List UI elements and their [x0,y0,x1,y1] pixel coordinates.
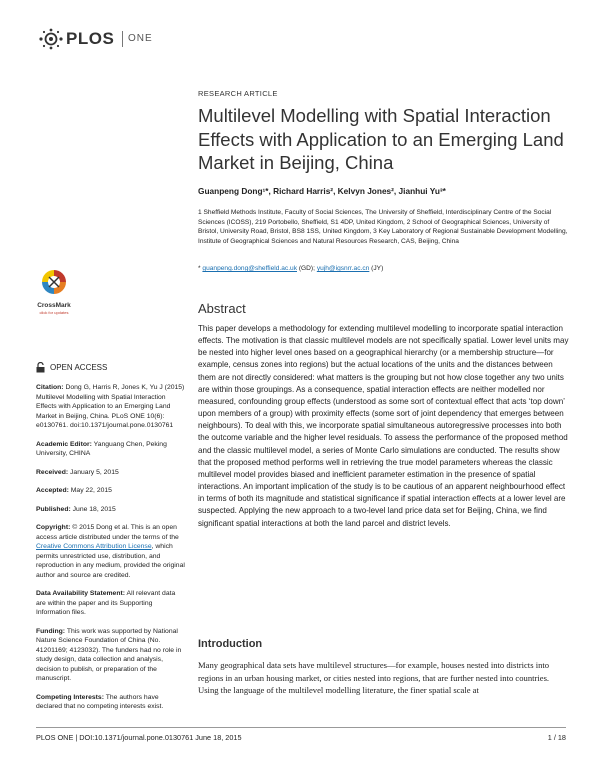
data-availability-label: Data Availability Statement: [36,590,126,597]
published-text: June 18, 2015 [72,505,116,513]
published-label: Published: [36,505,71,513]
data-availability-text: All relevant data are within the paper and its Supporting Information files. [36,590,176,616]
open-lock-icon [36,362,45,373]
editor-block [36,440,186,459]
footer-divider [36,727,566,728]
email-link-yu[interactable]: yujh@igsnrr.ac.cn [316,265,370,272]
accepted-block [36,486,186,496]
introduction-heading: Introduction [198,638,263,650]
citation-label: Citation: [36,384,64,391]
funding-block [36,627,186,684]
published-block [36,505,186,515]
citation-text: Dong G, Harris R, Jones K, Yu J (2015) Multilevel Modelling with Spatial Interaction Effects with Application to an Emerging Land Market in Beijing, China. PLoS ONE 10(6): e0130761. doi:10.1371/journal.pone.0130761 [36,384,185,429]
data-availability-block [36,589,186,618]
email-tag-dong: (GD); [298,265,315,272]
page-number: 1 / 18 [547,733,566,742]
open-access-label: OPEN ACCESS [50,362,108,372]
copyright-block [36,523,186,580]
plos-one-logo[interactable] [38,28,158,50]
article-title: Multilevel Modelling with Spatial Interaction Effects with Application to an Emerging Land Market in Beijing, China [198,105,564,173]
editor-label: Academic Editor: [36,440,92,448]
introduction-text: Many geographical data sets have multilevel structures—for example, houses nested into districts into regions in an urban housing market, or cities nested into regions, that are further nested into countries. Using the language of the multilevel modelling literature, the finer spatial scale at [198,660,550,695]
plos-wordmark: PLOS [66,29,115,48]
competing-interests-label: Competing Interests: [36,693,104,701]
received-block [36,468,186,478]
editor-text: Yanguang Chen, Peking University, CHINA [36,440,167,457]
crossmark-icon [40,268,68,300]
received-label: Received: [36,468,69,476]
copyright-label: Copyright: [36,524,71,531]
funding-label: Funding: [36,627,66,635]
abstract-text: This paper develops a methodology for extending multilevel modelling to incorporate spatial interaction effects. The motivation is that classic multilevel models are not specifically spatial. Lower level units may be nested into higher level ones based on a geographical hierarchy (or a membership structure—for example, census zones into regions) but the actual locations of the units and the distances between them are not directly considered: what matters is the grouping but not how close together any two units are within those groupings. As a consequence, spatial interaction effects are neither modelled nor measured, confounding group effects (understood as some sort of contextual effect that acts ‘top down’ upon members of a group) with proximity effects (some sort of joint dependency that emerges between neighbours). To deal with this, we incorporate spatial simultaneous autoregressive processes into both the outcome variable and the higher level residuals. To assess the performance of the proposed method and the classic multilevel model, a series of Monte Carlo simulations are conducted. The results show that the proposed method performs well in retrieving the true model parameters whereas the classic multilevel model provides biased and inefficient parameter estimation in the presence of spatial interactions. An important implication of the study is to be cautious of an apparent neighbourhood effect in terms of both its magnitude and statistical significance if spatial interaction effects at a lower level are suspected. Applying the new approach to a two-level land price data set for Beijing, China, we find significant spatial interactions at both the land parcel and district levels. [198,324,569,528]
open-access-row [36,362,186,373]
correspondence [198,265,383,272]
accepted-label: Accepted: [36,487,69,494]
corresp-marker: * [198,265,201,272]
logo-divider [122,31,123,47]
author-list: Guanpeng Dong¹*, Richard Harris², Kelvyn Jones², Jianhui Yu³* [198,186,446,196]
copyright-text-cont: , which permits unrestricted use, distribution, and reproduction in any medium, provided the original author and source are credited. [36,543,185,579]
article-sidebar [36,362,186,721]
competing-interests-block [36,693,186,712]
plos-cluster-icon [38,28,64,50]
crossmark-sublabel: click for updates [39,310,69,315]
affiliations: 1 Sheffield Methods Institute, Faculty of Social Sciences, The University of Sheffield, Interdisciplinary Centre of the Social Sciences (ICOSS), 219 Portobello, Sheffield, S1 4DP, United Kingdom, 2 School of Geographical Sciences, University of Bristol, University Road, Bristol, BS8 1SS, United Kingdom, 3 Key Laboratory of Regional Sustainable Development Modelling, Institute of Geographical Sciences and Natural Resources Research, CAS, Beijing, China [198,209,568,245]
journal-wordmark: ONE [128,33,153,44]
competing-interests-text: The authors have declared that no competing interests exist. [36,693,164,710]
crossmark-label: CrossMark [37,302,71,309]
received-text: January 5, 2015 [70,468,119,476]
copyright-text: © 2015 Dong et al. This is an open access article distributed under the terms of the [36,524,179,541]
footer-citation: PLOS ONE | DOI:10.1371/journal.pone.0130761 June 18, 2015 [36,733,242,742]
article-type: RESEARCH ARTICLE [198,89,278,98]
crossmark-badge[interactable] [36,268,72,318]
cc-license-link[interactable]: Creative Commons Attribution License [36,543,152,550]
email-tag-yu: (JY) [371,265,384,272]
abstract-heading: Abstract [198,301,246,316]
email-link-dong[interactable]: guanpeng.dong@sheffield.ac.uk [202,265,297,272]
citation-block [36,383,186,431]
accepted-text: May 22, 2015 [70,487,112,494]
funding-text: This work was supported by National Nature Science Foundation of China (No. 41201169; 4123032). The funders had no role in study design, data collection and analysis, decision to publish, or preparation of the manuscript. [36,627,182,682]
